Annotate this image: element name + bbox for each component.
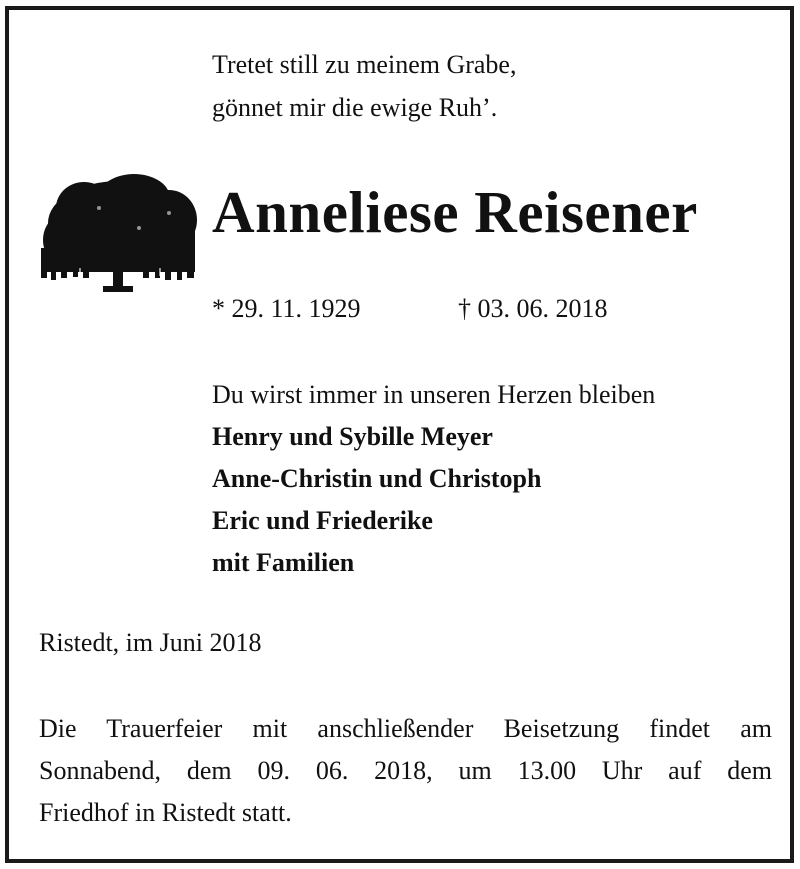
mourner-name: Eric und Friederike xyxy=(212,506,433,535)
funeral-info-line: Sonnabend, dem 09. 06. 2018, um 13.00 Uhr auf dem xyxy=(39,756,772,785)
funeral-info-line: Die Trauerfeier mit anschließender Beisetzung findet am xyxy=(39,714,772,743)
deceased-name: Anneliese Reisener xyxy=(212,179,698,245)
funeral-info-line: Friedhof in Ristedt statt. xyxy=(39,798,292,827)
verse-line-1: Tretet still zu meinem Grabe, xyxy=(212,50,517,79)
mourner-name: mit Familien xyxy=(212,548,355,577)
place-and-date: Ristedt, im Juni 2018 xyxy=(39,628,262,657)
mourner-name: Henry und Sybille Meyer xyxy=(212,422,493,451)
birth-date: * 29. 11. 1929 xyxy=(212,294,361,323)
obituary-notice xyxy=(5,6,794,863)
verse-line-2: gönnet mir die ewige Ruh’. xyxy=(212,93,498,122)
weeping-willow-tree-icon xyxy=(39,168,201,296)
mourners-intro: Du wirst immer in unseren Herzen bleiben xyxy=(212,380,656,409)
mourner-name: Anne-Christin und Christoph xyxy=(212,464,542,493)
death-date: † 03. 06. 2018 xyxy=(458,294,608,323)
